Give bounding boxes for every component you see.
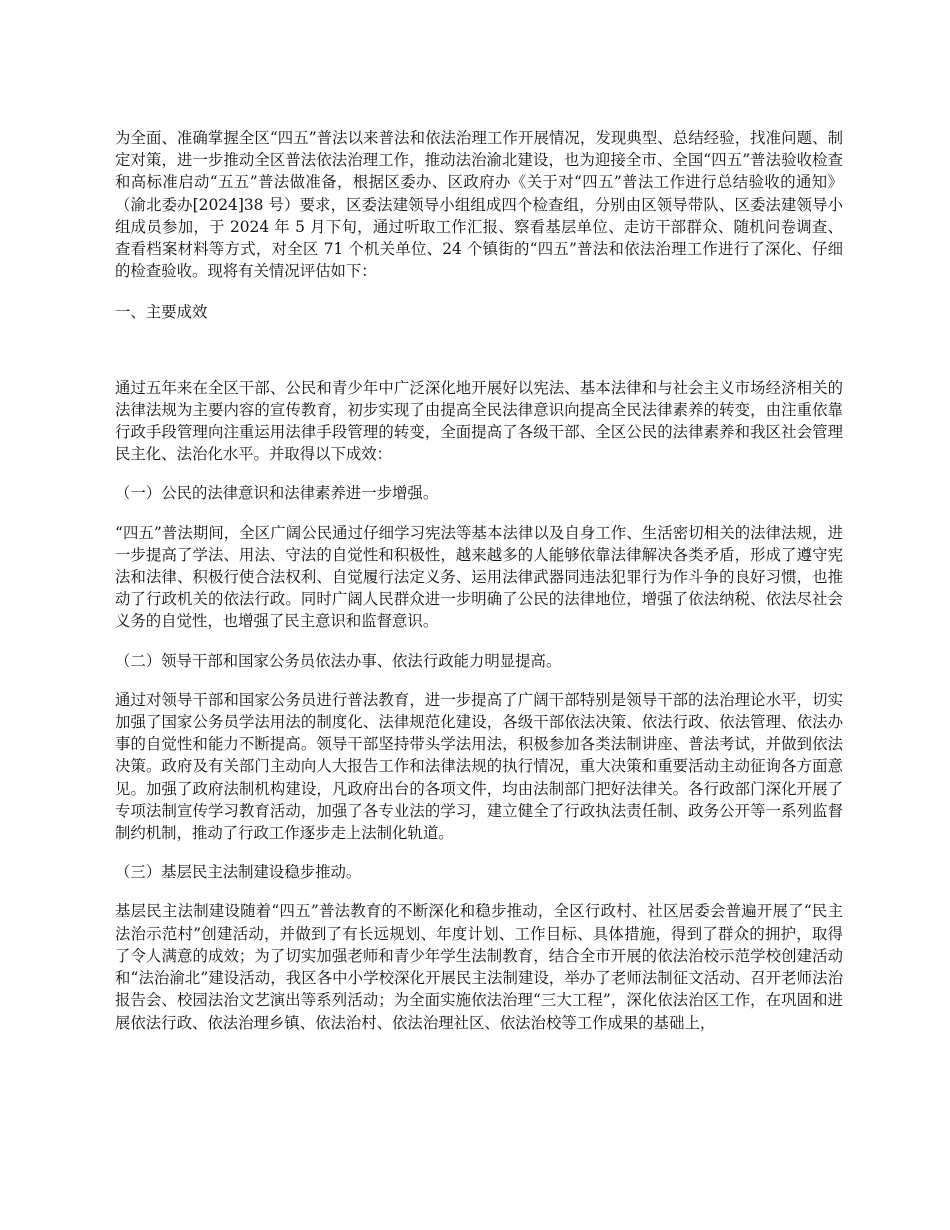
section-heading-main-achievements: 一、主要成效 (115, 303, 208, 322)
subheading-cadre-capability: （二）领导干部和国家公务员依法办事、依法行政能力明显提高。 (115, 651, 562, 670)
intro-paragraph: 为全面、准确掌握全区“四五”普法以来普法和依法治理工作开展情况，发现典型、总结经验，找准问题、制定对策，进一步推动全区普法依法治理工作，推动法治渝北建设，也为迎接全市、全国“四五”普法验收检查和高标准启动“五五”普法做准备，根据区委办、区政府办《关于对“四五”普法工作进行总结验收的通知》（渝北委办[2024]38 号）要求，区委法建领导小组组成四个检查组，分别由区领导带队、区委法建领导小组成员参加，于 2024 年 5 月下旬，通过听取工作汇报、察看基层单位、走访干部群众、随机问卷调查、查看档案材料等方式，对全区 71 个机关单位、24 个镇街的“四五”普法和依法治理工作进行了深化、仔细的检查验收。现将有关情况评估如下： (115, 129, 843, 281)
grassroots-democracy-paragraph: 基层民主法制建设随着“四五”普法教育的不断深化和稳步推动，全区行政村、社区居委会普遍开展了“民主法治示范村”创建活动，并做到了有长远规划、年度计划、工作目标、具体措施，得到了群众的拥护，取得了令人满意的成效；为了切实加强老师和青少年学生法制教育，结合全市开展的依法治校示范学校创建活动和“法治渝北”建设活动，我区各中小学校深化开展民主法制建设，举办了老师法制征文活动、召开老师法治报告会、校园法治文艺演出等系列活动；为全面实施依法治理“三大工程”，深化依法治区工作，在巩固和进展依法行政、依法治理乡镇、依法治村、依法治理社区、依法治校等工作成果的基础上， (115, 902, 843, 1032)
document-page (115, 127, 843, 1034)
subheading-legal-awareness: （一）公民的法律意识和法律素养进一步增强。 (115, 484, 439, 503)
subheading-grassroots-democracy: （三）基层民主法制建设稳步推动。 (115, 863, 362, 882)
section-intro-paragraph: 通过五年来在全区干部、公民和青少年中广泛深化地开展好以宪法、基本法律和与社会主义市场经济相关的法律法规为主要内容的宣传教育，初步实现了由提高全民法律意识向提高全民法律素养的转变，由注重依靠行政手段管理向注重运用法律手段管理的转变，全面提高了各级干部、全区公民的法律素养和我区社会管理民主化、法治化水平。并取得以下成效： (115, 378, 843, 464)
cadre-capability-paragraph: 通过对领导干部和国家公务员进行普法教育，进一步提高了广阔干部特别是领导干部的法治理论水平，切实加强了国家公务员学法用法的制度化、法律规范化建设，各级干部依法决策、依法行政、依法管理、依法办事的自觉性和能力不断提高。领导干部坚持带头学法用法，积极参加各类法制讲座、普法考试，并做到依法决策。政府及有关部门主动向人大报告工作和法律法规的执行情况，重大决策和重要活动主动征询各方面意见。加强了政府法制机构建设，凡政府出台的各项文件，均由法制部门把好法律关。各行政部门深化开展了专项法制宣传学习教育活动，加强了各专业法的学习，建立健全了行政执法责任制、政务公开等一系列监督制约机制，推动了行政工作逐步走上法制化轨道。 (115, 690, 843, 843)
legal-awareness-paragraph: “四五”普法期间，全区广阔公民通过仔细学习宪法等基本法律以及自身工作、生活密切相关的法律法规，进一步提高了学法、用法、守法的自觉性和积极性，越来越多的人能够依靠法律解决各类矛盾，形成了遵守宪法和法律、积极行使合法权利、自觉履行法定义务、运用法律武器同违法犯罪行为作斗争的良好习惯，也推动了行政机关的依法行政。同时广阔人民群众进一步明确了公民的法律地位，增强了依法纳税、依法尽社会义务的自觉性，也增强了民主意识和监督意识。 (115, 523, 843, 631)
